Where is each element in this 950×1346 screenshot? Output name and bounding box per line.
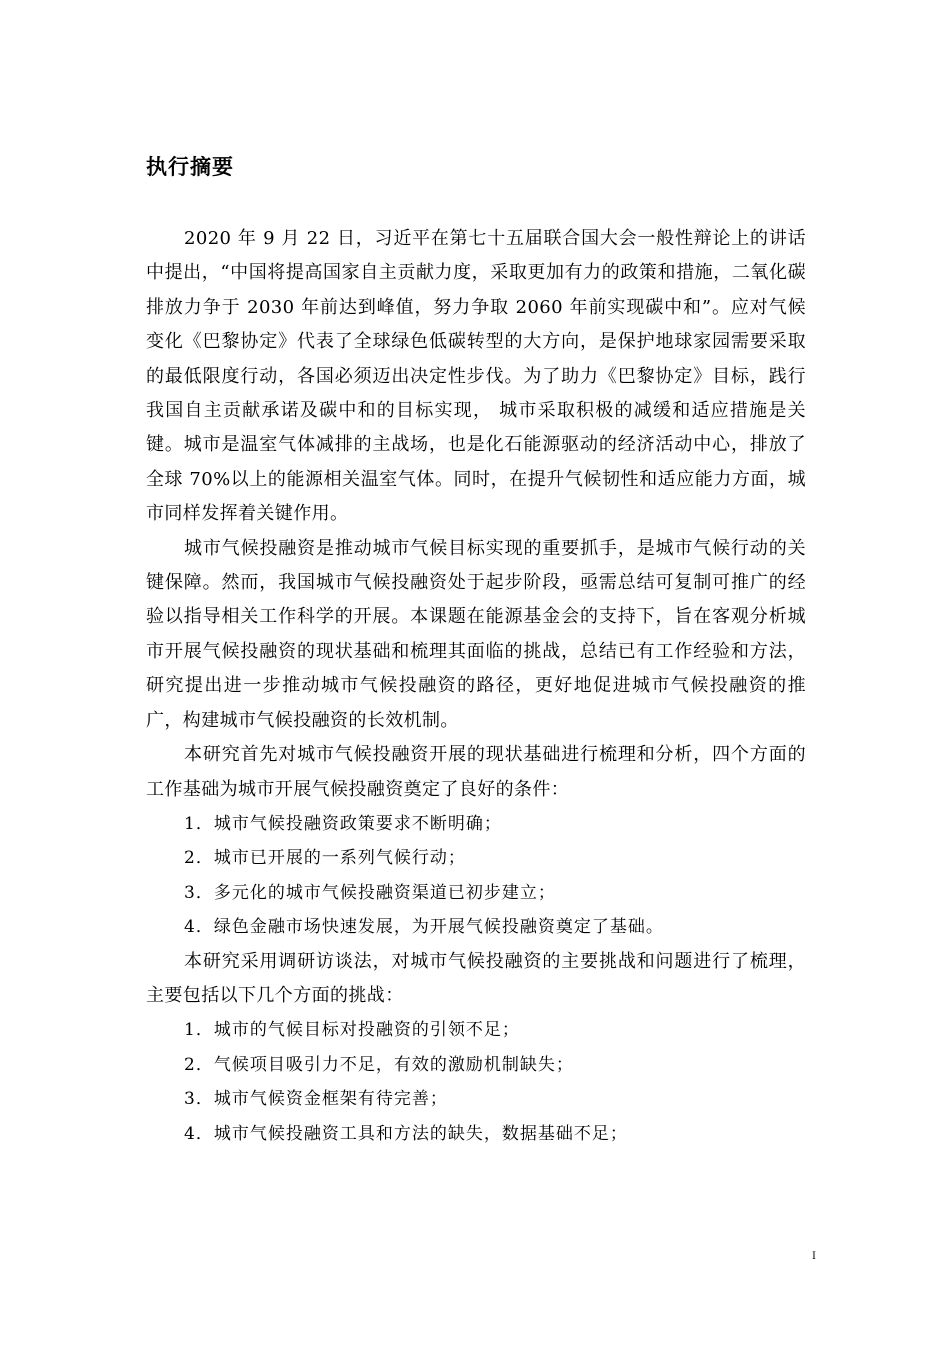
list-item: 1．城市的气候目标对投融资的引领不足； <box>184 1020 520 1041</box>
section-heading: 执行摘要 <box>146 155 234 179</box>
paragraph-purpose: 城市气候投融资是推动城市气候目标实现的重要抓手，是城市气候行动的关键保障。然而，我国城市气候投融资处于起步阶段，亟需总结可复制可推广的经验以指导相关工作科学的开展。本课题在能源基金会的支持下，旨在客观分析城市开展气候投融资的现状基础和梳理其面临的挑战，总结已有工作经验和方法，研究提出进一步推动城市气候投融资的路径，更好地促进城市气候投融资的推广，构建城市气候投融资的长效机制。 <box>146 537 806 731</box>
paragraph-background: 2020 年 9 月 22 日，习近平在第七十五届联合国大会一般性辩论上的讲话中提出，“中国将提高国家自主贡献力度，采取更加有力的政策和措施，二氧化碳排放力争于 2030 年前达到峰值，努力争取 2060 年前实现碳中和”。应对气候变化《巴黎协定》代表了全球绿色低碳转型的大方向，是保护地球家园需要采取的最低限度行动，各国必须迈出决定性步伐。为了助力《巴黎协定》目标，践行我国自主贡献承诺及碳中和的目标实现， 城市采取积极的减缓和适应措施是关键。城市是温室气体减排的主战场，也是化石能源驱动的经济活动中心，排放了全球 70%以上的能源相关温室气体。同时，在提升气候韧性和适应能力方面，城市同样发挥着关键作用。 <box>146 228 806 525</box>
foundations-list <box>146 807 806 945</box>
list-item: 2．城市已开展的一系列气候行动； <box>184 848 466 869</box>
challenges-list <box>146 1013 806 1151</box>
list-item: 4．城市气候投融资工具和方法的缺失，数据基础不足； <box>184 1123 628 1144</box>
body-text <box>146 222 806 1151</box>
list-item: 4．绿色金融市场快速发展，为开展气候投融资奠定了基础。 <box>184 917 664 938</box>
list-item: 3．多元化的城市气候投融资渠道已初步建立； <box>184 882 556 903</box>
page-number: I <box>812 1251 816 1262</box>
list-item: 3．城市气候资金框架有待完善； <box>184 1089 448 1110</box>
list-item: 1．城市气候投融资政策要求不断明确； <box>184 813 502 834</box>
paragraph-challenges-intro: 本研究采用调研访谈法，对城市气候投融资的主要挑战和问题进行了梳理，主要包括以下几个方面的挑战： <box>146 950 806 1006</box>
paragraph-foundations-intro: 本研究首先对城市气候投融资开展的现状基础进行梳理和分析，四个方面的工作基础为城市开展气候投融资奠定了良好的条件： <box>146 744 806 800</box>
list-item: 2．气候项目吸引力不足，有效的激励机制缺失； <box>184 1054 574 1075</box>
